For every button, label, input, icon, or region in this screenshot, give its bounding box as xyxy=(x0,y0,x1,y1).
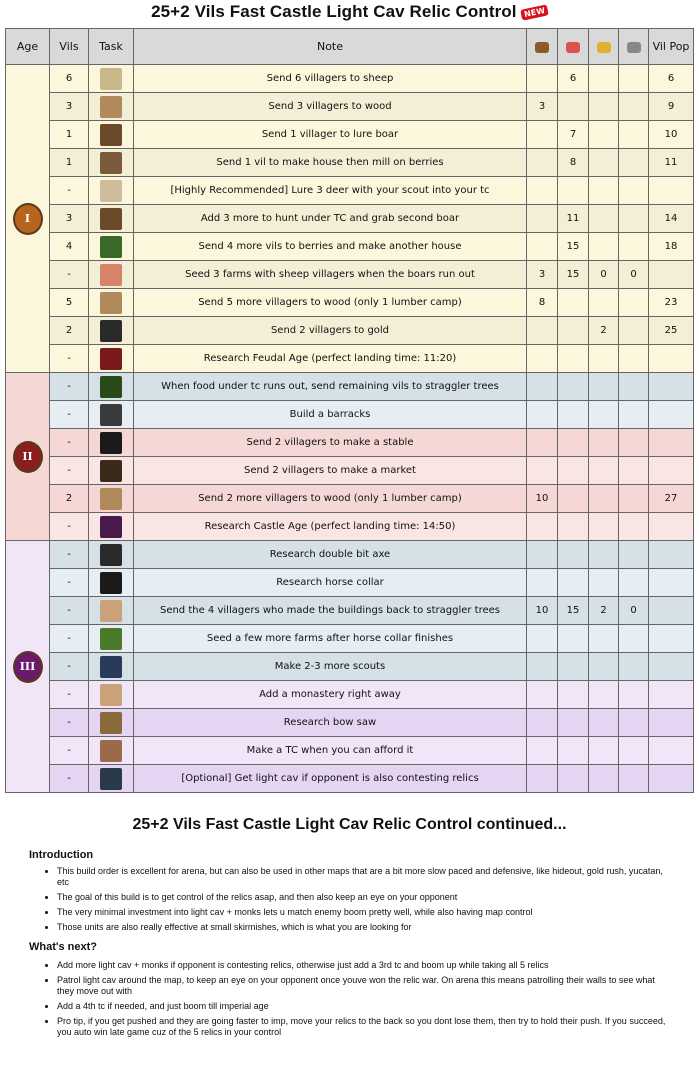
stone-cell xyxy=(619,457,649,485)
task-cell xyxy=(89,765,134,793)
vils-cell: - xyxy=(50,681,89,709)
task-cell xyxy=(89,121,134,149)
vils-cell: - xyxy=(50,429,89,457)
vilpop-cell xyxy=(649,429,694,457)
vils-cell: 2 xyxy=(50,317,89,345)
boar-icon xyxy=(100,124,122,146)
note-cell: Seed a few more farms after horse collar finishes xyxy=(134,625,527,653)
stone-cell xyxy=(619,485,649,513)
header-vilpop: Vil Pop xyxy=(649,29,694,65)
vils-cell: 3 xyxy=(50,205,89,233)
tree-icon xyxy=(100,376,122,398)
intro-heading: Introduction xyxy=(29,849,94,861)
stone-cell xyxy=(619,177,649,205)
note-cell: Research Feudal Age (perfect landing time: 11:20) xyxy=(134,345,527,373)
wood-cell xyxy=(527,737,558,765)
vils-cell: 1 xyxy=(50,121,89,149)
wood-icon xyxy=(535,42,549,53)
table-row xyxy=(6,737,694,765)
food-cell: 8 xyxy=(558,149,589,177)
next-list xyxy=(45,960,667,1042)
table-row xyxy=(6,765,694,793)
table-row xyxy=(6,233,694,261)
gold-cell xyxy=(589,653,619,681)
vilpop-cell xyxy=(649,653,694,681)
continued-title: 25+2 Vils Fast Castle Light Cav Relic Control continued... xyxy=(132,816,567,833)
age-cell xyxy=(6,541,50,793)
food-cell: 15 xyxy=(558,261,589,289)
wood-cell xyxy=(527,401,558,429)
gold-cell xyxy=(589,457,619,485)
vilpop-cell xyxy=(649,765,694,793)
stone-cell xyxy=(619,541,649,569)
header-task: Task xyxy=(89,29,134,65)
table-row xyxy=(6,345,694,373)
table-row xyxy=(6,681,694,709)
vilpop-cell: 9 xyxy=(649,93,694,121)
vilpop-cell xyxy=(649,345,694,373)
gold-cell: 2 xyxy=(589,317,619,345)
list-item: • Those units are also really effective at small skirmishes, which is what you are looking for xyxy=(57,922,667,933)
task-cell xyxy=(89,261,134,289)
wood-cell: 3 xyxy=(527,93,558,121)
wood-cell xyxy=(527,233,558,261)
task-cell xyxy=(89,681,134,709)
gold-cell xyxy=(589,429,619,457)
task-cell xyxy=(89,149,134,177)
stone-cell xyxy=(619,289,649,317)
villagers-icon xyxy=(100,740,122,762)
wood-axe-icon xyxy=(100,488,122,510)
vilpop-cell xyxy=(649,513,694,541)
food-cell xyxy=(558,457,589,485)
stone-cell xyxy=(619,373,649,401)
vils-cell: - xyxy=(50,373,89,401)
vils-cell: 2 xyxy=(50,485,89,513)
vilpop-cell: 6 xyxy=(649,65,694,93)
note-cell: Send 1 villager to lure boar xyxy=(134,121,527,149)
gold-cell xyxy=(589,765,619,793)
vilpop-cell: 18 xyxy=(649,233,694,261)
food-cell xyxy=(558,345,589,373)
gold-cell xyxy=(589,289,619,317)
feudal-age-icon: II xyxy=(13,441,43,473)
table-row xyxy=(6,177,694,205)
task-cell xyxy=(89,233,134,261)
farm-icon xyxy=(100,628,122,650)
food-cell xyxy=(558,485,589,513)
vils-cell: - xyxy=(50,401,89,429)
vils-cell: - xyxy=(50,513,89,541)
header-wood xyxy=(527,29,558,65)
vilpop-cell xyxy=(649,737,694,765)
gold-cell xyxy=(589,541,619,569)
castle-age-icon xyxy=(100,516,122,538)
vils-cell: - xyxy=(50,709,89,737)
gold-cell xyxy=(589,625,619,653)
note-cell: Research Castle Age (perfect landing time: 14:50) xyxy=(134,513,527,541)
praying-hands-icon xyxy=(100,684,122,706)
table-row xyxy=(6,429,694,457)
wood-cell xyxy=(527,65,558,93)
vilpop-cell: 23 xyxy=(649,289,694,317)
light-cav-icon xyxy=(100,768,122,790)
note-cell: Send 6 villagers to sheep xyxy=(134,65,527,93)
food-cell xyxy=(558,569,589,597)
header-gold xyxy=(589,29,619,65)
vils-cell: - xyxy=(50,625,89,653)
page-title: 25+2 Vils Fast Castle Light Cav Relic Control NEW xyxy=(0,2,699,22)
table-row xyxy=(6,597,694,625)
table-row xyxy=(6,205,694,233)
vilpop-cell xyxy=(649,373,694,401)
intro-list xyxy=(45,866,667,937)
note-cell: Add 3 more to hunt under TC and grab second boar xyxy=(134,205,527,233)
stone-cell xyxy=(619,625,649,653)
next-heading: What's next? xyxy=(29,941,98,953)
header-row xyxy=(6,29,694,65)
castle-age-icon: III xyxy=(13,651,43,683)
food-cell xyxy=(558,317,589,345)
horse-collar-icon xyxy=(100,572,122,594)
note-cell: Build a barracks xyxy=(134,401,527,429)
gold-cell xyxy=(589,93,619,121)
gold-cell xyxy=(589,373,619,401)
food-cell xyxy=(558,737,589,765)
table-row xyxy=(6,121,694,149)
wood-cell xyxy=(527,345,558,373)
gold-cell xyxy=(589,401,619,429)
task-cell xyxy=(89,289,134,317)
table-row xyxy=(6,541,694,569)
vilpop-cell xyxy=(649,177,694,205)
gold-cell xyxy=(589,121,619,149)
task-cell xyxy=(89,373,134,401)
list-item: • Pro tip, if you get pushed and they are going faster to imp, move your relics to the back so you dont lose them, then try to hold their push. If you succeed, you auto win late game cuz of the 5 relics in your control xyxy=(57,1016,667,1038)
age-cell xyxy=(6,65,50,373)
house-icon xyxy=(100,152,122,174)
note-cell: [Optional] Get light cav if opponent is also contesting relics xyxy=(134,765,527,793)
food-cell xyxy=(558,625,589,653)
note-cell: Research double bit axe xyxy=(134,541,527,569)
header-age: Age xyxy=(6,29,50,65)
dark-age-icon: I xyxy=(13,203,43,235)
stone-cell xyxy=(619,765,649,793)
table-row xyxy=(6,485,694,513)
wood-cell: 8 xyxy=(527,289,558,317)
task-cell xyxy=(89,625,134,653)
vils-cell: - xyxy=(50,653,89,681)
task-cell xyxy=(89,513,134,541)
stone-cell xyxy=(619,513,649,541)
vils-cell: 5 xyxy=(50,289,89,317)
food-cell: 6 xyxy=(558,65,589,93)
gold-cell xyxy=(589,513,619,541)
vils-cell: - xyxy=(50,177,89,205)
stone-cell xyxy=(619,93,649,121)
food-cell xyxy=(558,765,589,793)
stone-cell xyxy=(619,205,649,233)
wood-cell xyxy=(527,569,558,597)
note-cell: Make 2-3 more scouts xyxy=(134,653,527,681)
gold-cell xyxy=(589,205,619,233)
gold-mine-icon xyxy=(100,320,122,342)
vilpop-cell xyxy=(649,597,694,625)
vilpop-cell: 11 xyxy=(649,149,694,177)
task-cell xyxy=(89,429,134,457)
wood-cell: 10 xyxy=(527,597,558,625)
food-cell xyxy=(558,93,589,121)
vils-cell: - xyxy=(50,457,89,485)
vils-cell: - xyxy=(50,597,89,625)
stone-cell xyxy=(619,569,649,597)
task-cell xyxy=(89,709,134,737)
list-item: • This build order is excellent for arena, but can also be used in other maps that are a bit more slow paced and defensive, like hideout, gold rush, yucatan, etc xyxy=(57,866,667,888)
wood-cell xyxy=(527,205,558,233)
build-order-table xyxy=(5,28,694,793)
wood-cell: 10 xyxy=(527,485,558,513)
task-cell xyxy=(89,485,134,513)
vilpop-cell xyxy=(649,569,694,597)
table-row xyxy=(6,709,694,737)
vilpop-cell: 25 xyxy=(649,317,694,345)
note-cell: Send 2 villagers to gold xyxy=(134,317,527,345)
task-cell xyxy=(89,569,134,597)
note-cell: Research bow saw xyxy=(134,709,527,737)
stone-cell xyxy=(619,65,649,93)
stone-cell xyxy=(619,709,649,737)
wood-cell xyxy=(527,625,558,653)
stone-cell: 0 xyxy=(619,597,649,625)
table-row xyxy=(6,373,694,401)
vils-cell: - xyxy=(50,261,89,289)
table-row xyxy=(6,261,694,289)
task-cell xyxy=(89,653,134,681)
food-cell xyxy=(558,289,589,317)
feudal-age-icon xyxy=(100,348,122,370)
wood-pile-icon xyxy=(100,600,122,622)
food-cell xyxy=(558,681,589,709)
task-cell xyxy=(89,177,134,205)
food-cell xyxy=(558,429,589,457)
food-cell xyxy=(558,513,589,541)
header-note: Note xyxy=(134,29,527,65)
new-badge: NEW xyxy=(520,4,549,20)
wood-axe-icon xyxy=(100,292,122,314)
wood-cell: 3 xyxy=(527,261,558,289)
wood-axe-icon xyxy=(100,96,122,118)
stone-cell xyxy=(619,681,649,709)
gold-cell xyxy=(589,345,619,373)
gold-cell xyxy=(589,65,619,93)
food-cell xyxy=(558,401,589,429)
stone-cell xyxy=(619,317,649,345)
food-cell xyxy=(558,373,589,401)
task-cell xyxy=(89,65,134,93)
task-cell xyxy=(89,597,134,625)
note-cell: Add a monastery right away xyxy=(134,681,527,709)
vils-cell: - xyxy=(50,345,89,373)
note-cell: Send 5 more villagers to wood (only 1 lumber camp) xyxy=(134,289,527,317)
note-cell: Send 4 more vils to berries and make another house xyxy=(134,233,527,261)
stone-cell xyxy=(619,653,649,681)
vils-cell: - xyxy=(50,765,89,793)
scout-icon xyxy=(100,656,122,678)
note-cell: Send 2 villagers to make a market xyxy=(134,457,527,485)
vilpop-cell: 27 xyxy=(649,485,694,513)
list-item: • Add a 4th tc if needed, and just boom till imperial age xyxy=(57,1001,667,1012)
vilpop-cell: 14 xyxy=(649,205,694,233)
food-cell xyxy=(558,653,589,681)
table-row xyxy=(6,513,694,541)
table-row xyxy=(6,625,694,653)
vilpop-cell xyxy=(649,457,694,485)
food-cell: 15 xyxy=(558,233,589,261)
vilpop-cell xyxy=(649,681,694,709)
stone-cell xyxy=(619,429,649,457)
vils-cell: 3 xyxy=(50,93,89,121)
wood-cell xyxy=(527,681,558,709)
wood-cell xyxy=(527,765,558,793)
wood-cell xyxy=(527,513,558,541)
berries-icon xyxy=(100,236,122,258)
gold-cell xyxy=(589,233,619,261)
wood-cell xyxy=(527,149,558,177)
header-stone xyxy=(619,29,649,65)
gold-cell xyxy=(589,177,619,205)
task-cell xyxy=(89,541,134,569)
table-row xyxy=(6,569,694,597)
note-cell: [Highly Recommended] Lure 3 deer with your scout into your tc xyxy=(134,177,527,205)
list-item: • The very minimal investment into light cav + monks lets u match enemy boom pretty well, while also having map control xyxy=(57,907,667,918)
task-cell xyxy=(89,205,134,233)
deer-icon xyxy=(100,180,122,202)
wood-cell xyxy=(527,457,558,485)
vilpop-cell xyxy=(649,709,694,737)
swords-icon xyxy=(100,404,122,426)
stone-icon xyxy=(627,42,641,53)
bow-saw-icon xyxy=(100,712,122,734)
vils-cell: 6 xyxy=(50,65,89,93)
table-row xyxy=(6,457,694,485)
gold-cell xyxy=(589,569,619,597)
wood-cell xyxy=(527,429,558,457)
food-cell xyxy=(558,177,589,205)
note-cell: When food under tc runs out, send remaining vils to straggler trees xyxy=(134,373,527,401)
gold-cell: 0 xyxy=(589,261,619,289)
list-item: • Patrol light cav around the map, to keep an eye on your opponent once youve won the relic war. On arena this means patrolling their walls to see what they move out with xyxy=(57,975,667,997)
meat-icon xyxy=(100,264,122,286)
vils-cell: 1 xyxy=(50,149,89,177)
note-cell: Send 2 more villagers to wood (only 1 lumber camp) xyxy=(134,485,527,513)
stone-cell xyxy=(619,233,649,261)
note-cell: Send 3 villagers to wood xyxy=(134,93,527,121)
wood-cell xyxy=(527,709,558,737)
food-cell: 11 xyxy=(558,205,589,233)
note-cell: Send 2 villagers to make a stable xyxy=(134,429,527,457)
vilpop-cell xyxy=(649,261,694,289)
wood-cell xyxy=(527,541,558,569)
wood-cell xyxy=(527,653,558,681)
food-cell xyxy=(558,709,589,737)
sheep-icon xyxy=(100,68,122,90)
table-row xyxy=(6,93,694,121)
note-cell: Seed 3 farms with sheep villagers when the boars run out xyxy=(134,261,527,289)
boar-icon xyxy=(100,208,122,230)
wood-cell xyxy=(527,317,558,345)
list-item: • The goal of this build is to get control of the relics asap, and then also keep an eye on your opponent xyxy=(57,892,667,903)
table-row xyxy=(6,65,694,93)
food-cell: 15 xyxy=(558,597,589,625)
horseshoe-icon xyxy=(100,432,122,454)
age-cell xyxy=(6,373,50,541)
vilpop-cell xyxy=(649,401,694,429)
table-row xyxy=(6,401,694,429)
gold-cell xyxy=(589,737,619,765)
scales-icon xyxy=(100,460,122,482)
gold-icon xyxy=(597,42,611,53)
header-food xyxy=(558,29,589,65)
wood-cell xyxy=(527,121,558,149)
food-icon xyxy=(566,42,580,53)
vilpop-cell xyxy=(649,625,694,653)
list-item: • Add more light cav + monks if opponent is contesting relics, otherwise just add a 3rd tc and boom up while taking all 5 relics xyxy=(57,960,667,971)
gold-cell xyxy=(589,709,619,737)
vils-cell: - xyxy=(50,737,89,765)
task-cell xyxy=(89,317,134,345)
task-cell xyxy=(89,93,134,121)
food-cell xyxy=(558,541,589,569)
vilpop-cell: 10 xyxy=(649,121,694,149)
vils-cell: - xyxy=(50,569,89,597)
header-vils: Vils xyxy=(50,29,89,65)
wood-cell xyxy=(527,373,558,401)
note-cell: Research horse collar xyxy=(134,569,527,597)
stone-cell xyxy=(619,121,649,149)
table-row xyxy=(6,289,694,317)
stone-cell xyxy=(619,345,649,373)
stone-cell xyxy=(619,149,649,177)
vils-cell: - xyxy=(50,541,89,569)
task-cell xyxy=(89,401,134,429)
task-cell xyxy=(89,737,134,765)
wood-cell xyxy=(527,177,558,205)
stone-cell: 0 xyxy=(619,261,649,289)
vils-cell: 4 xyxy=(50,233,89,261)
gold-cell xyxy=(589,485,619,513)
note-cell: Send the 4 villagers who made the buildings back to straggler trees xyxy=(134,597,527,625)
table-row xyxy=(6,317,694,345)
vilpop-cell xyxy=(649,541,694,569)
table-row xyxy=(6,149,694,177)
stone-cell xyxy=(619,401,649,429)
gold-cell: 2 xyxy=(589,597,619,625)
gold-cell xyxy=(589,681,619,709)
note-cell: Make a TC when you can afford it xyxy=(134,737,527,765)
table-row xyxy=(6,653,694,681)
gold-cell xyxy=(589,149,619,177)
note-cell: Send 1 vil to make house then mill on berries xyxy=(134,149,527,177)
stone-cell xyxy=(619,737,649,765)
task-cell xyxy=(89,457,134,485)
food-cell: 7 xyxy=(558,121,589,149)
task-cell xyxy=(89,345,134,373)
double-bit-axe-icon xyxy=(100,544,122,566)
